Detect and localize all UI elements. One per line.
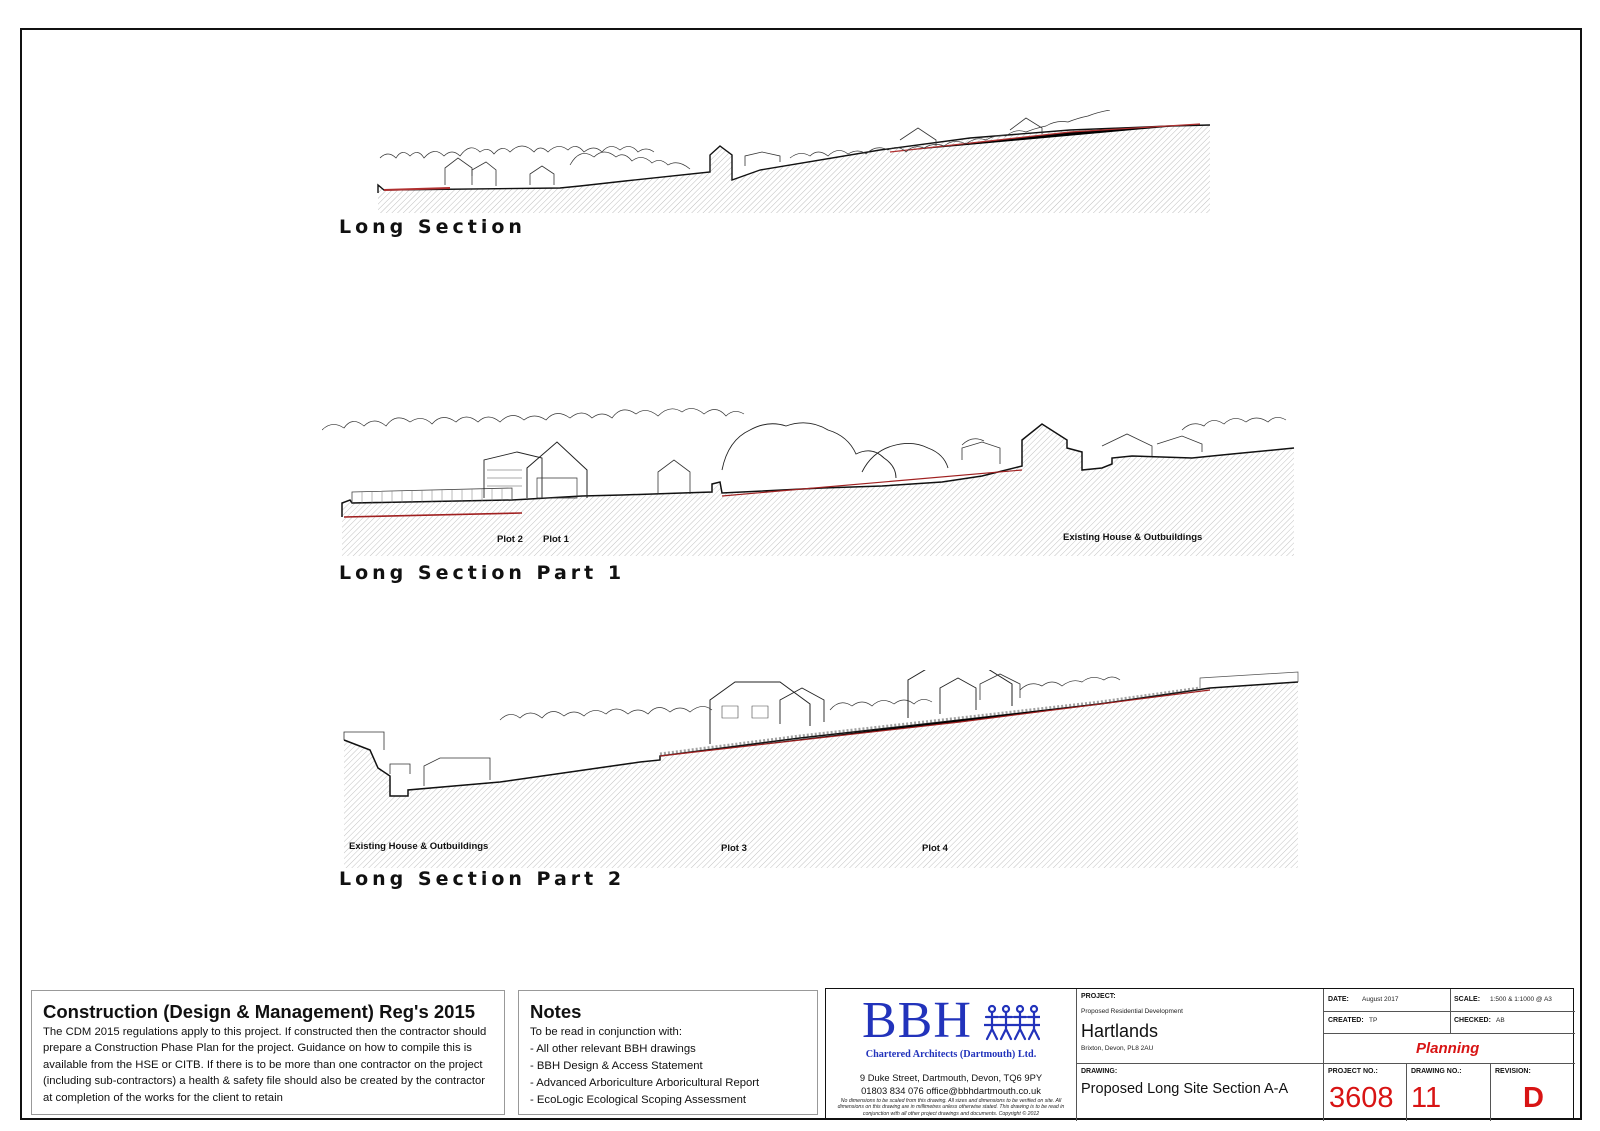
- company-address: 9 Duke Street, Dartmouth, Devon, TQ6 9PY: [859, 1072, 1043, 1083]
- cdm-body: The CDM 2015 regulations apply to this project. If constructed then the contractor should prepare a Construction Phase Plan for the project. Guidance on how to compile this is available from the HSE or CITB. If there is to be more than one contractor on the project (including sub-contractors) a health & safety file should also be created by the contractor at completion of the works for the client to retain: [43, 1026, 487, 1104]
- drawing-label: DRAWING:: [1081, 1068, 1118, 1075]
- label-plot-4: Plot 4: [922, 843, 948, 854]
- notes-title: Notes: [530, 1001, 582, 1022]
- project-type: Proposed Residential Development: [1081, 1008, 1183, 1015]
- long-section-svg: [370, 110, 1220, 220]
- notes-line: To be read in conjunction with:: [530, 1026, 682, 1038]
- created-label: CREATED:: [1328, 1017, 1364, 1024]
- drawing-name: Proposed Long Site Section A-A: [1081, 1081, 1289, 1097]
- long-section-drawing: [370, 110, 1220, 220]
- project-no-label: PROJECT NO.:: [1328, 1068, 1378, 1075]
- label-plot-3: Plot 3: [721, 843, 747, 854]
- long-section-part-2-svg: [340, 670, 1300, 870]
- drawing-status: Planning: [1416, 1040, 1480, 1057]
- bbh-logo-text: BBH: [862, 992, 972, 1049]
- project-address: Brixton, Devon, PL8 2AU: [1081, 1045, 1154, 1052]
- drawing-no: 11: [1411, 1082, 1442, 1114]
- section-title-long-section-part-1: Long Section Part 1: [339, 562, 626, 584]
- company-name: Chartered Architects (Dartmouth) Ltd.: [865, 1049, 1037, 1060]
- checked-label: CHECKED:: [1454, 1017, 1491, 1024]
- project-no: 3608: [1329, 1082, 1394, 1114]
- revision-label: REVISION:: [1495, 1068, 1531, 1075]
- revision-letter: D: [1523, 1082, 1544, 1114]
- label-existing-house-part-1: Existing House & Outbuildings: [1063, 532, 1203, 543]
- date-label: DATE:: [1328, 996, 1349, 1003]
- title-block: [825, 988, 1574, 1120]
- notes-line: - Advanced Arboriculture Arboricultural Report: [530, 1077, 760, 1089]
- section-title-long-section: Long Section: [339, 216, 526, 238]
- long-section-part-2-drawing: [340, 670, 1300, 870]
- notes-box: [518, 990, 818, 1115]
- section-title-long-section-part-2: Long Section Part 2: [339, 868, 626, 890]
- company-logo-area: [826, 989, 1076, 1121]
- label-plot-1: Plot 1: [543, 534, 569, 545]
- project-name: Hartlands: [1081, 1021, 1159, 1041]
- scale-value: 1:500 & 1:1000 @ A3: [1490, 996, 1552, 1003]
- company-contact: 01803 834 076 office@bbhdartmouth.co.uk: [861, 1085, 1041, 1096]
- scale-label: SCALE:: [1454, 996, 1481, 1003]
- notes-line: - All other relevant BBH drawings: [530, 1043, 696, 1055]
- label-plot-2: Plot 2: [497, 534, 523, 545]
- checked-value: AB: [1496, 1017, 1505, 1024]
- notes-list: [530, 1024, 806, 1109]
- drawing-disclaimer: No dimensions to be scaled from this drawing. All sizes and dimensions to be verified on site. All dimensions on this drawing are in millimetres unless otherwise stated. This drawing is to be read in conjunction with all other project drawings and documents. Copyright © 2012: [837, 1098, 1065, 1117]
- drawing-no-label: DRAWING NO.:: [1411, 1068, 1462, 1075]
- bbh-figures-logo-icon: [984, 1003, 1040, 1048]
- date-value: August 2017: [1362, 996, 1399, 1003]
- notes-line: - BBH Design & Access Statement: [530, 1060, 703, 1072]
- label-existing-house-part-2: Existing House & Outbuildings: [349, 841, 489, 852]
- project-label: PROJECT:: [1081, 993, 1116, 1000]
- company-address-block: [826, 1071, 1076, 1097]
- cdm-regulations-box: [31, 990, 505, 1115]
- cdm-title: Construction (Design & Management) Reg's 2015: [43, 1001, 476, 1022]
- notes-line: - EcoLogic Ecological Scoping Assessment: [530, 1094, 747, 1106]
- created-value: TP: [1369, 1017, 1378, 1024]
